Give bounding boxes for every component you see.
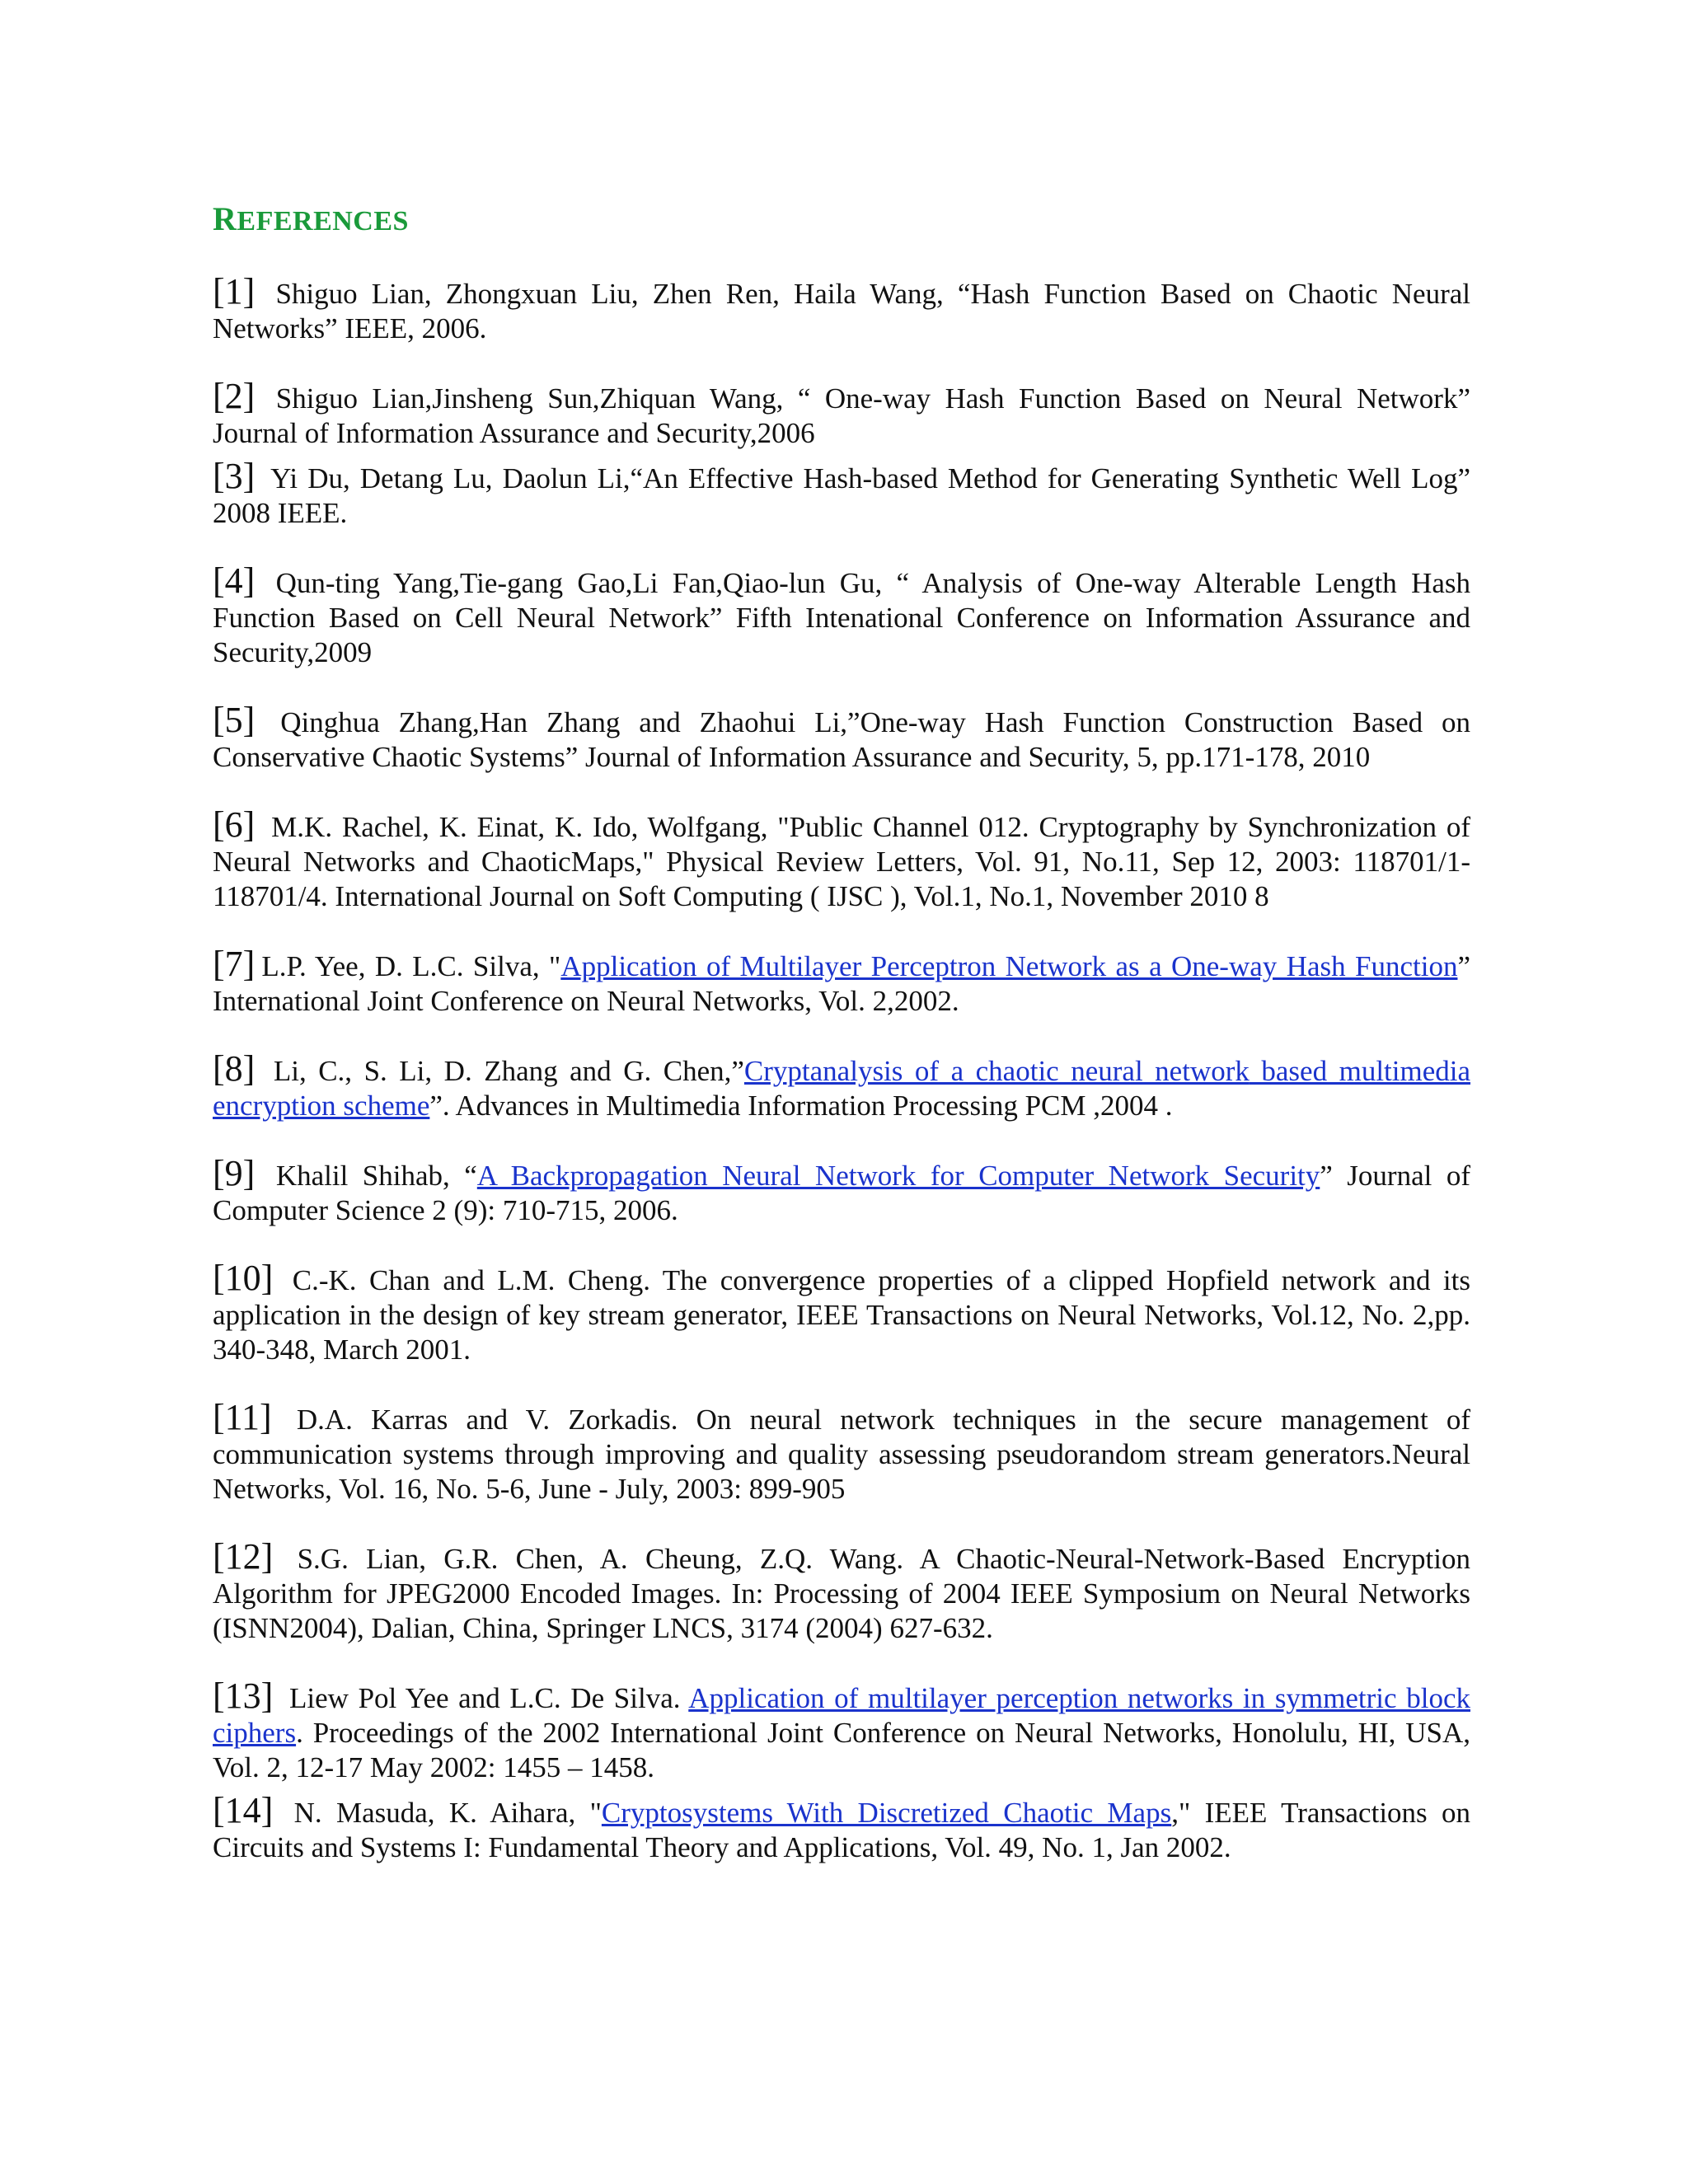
reference-link[interactable]: Cryptanalysis of a chaotic neural network bbox=[743, 1055, 1250, 1087]
document-page bbox=[213, 198, 1470, 1865]
reference-number: [8] bbox=[213, 1048, 256, 1089]
reference-number: [12] bbox=[213, 1536, 274, 1577]
reference-number: [3] bbox=[213, 456, 256, 496]
reference-link[interactable]: Application of Multilayer Perceptron Network as a One-way Hash Function bbox=[560, 950, 1458, 982]
reference-text: D.A. Karras and V. Zorkadis. On neural network techniques in the secure management of communication systems through improving and quality assessing pseudorandom stream generators.Neural Networks, Vol. 16, No. 5-6, June - July, 2003: 899-905 bbox=[213, 1404, 1471, 1505]
reference-text-pre: Liew Pol Yee and L.C. De Silva. bbox=[289, 1682, 689, 1714]
reference-text: C.-K. Chan and L.M. Cheng. The convergence properties of a clipped Hopfield network and its application in the design of key stream generator, IEEE Transactions on Neural Networks, Vol.12, No. 2,pp. 340-348, March 2001. bbox=[213, 1264, 1470, 1366]
reference-text: Qun-ting Yang,Tie-gang Gao,Li Fan,Qiao-lun Gu, “ Analysis of One-way Alterable Length Hash Function Based on Cell Neural Network” Fifth Intenational Conference on Information Assurance and Security,2009 bbox=[213, 567, 1471, 668]
heading-initial: R bbox=[213, 200, 237, 237]
reference-text-post: ” Journal of Computer Science 2 (9): 710-715, 2006. bbox=[213, 1160, 1470, 1226]
reference-2 bbox=[213, 376, 1471, 451]
reference-5 bbox=[213, 700, 1470, 775]
reference-text: M.K. Rachel, K. Einat, K. Ido, Wolfgang, "Public Channel 012. Cryptography by Synchronization of Neural Networks and ChaoticMaps," Physical Review Letters, Vol. 91, No.11, Sep 12, 2003: 118701/1-118701/4. International Journal on Soft Computing ( IJSC ), Vol.1, No.1, November 2010 8 bbox=[213, 811, 1470, 912]
reference-3 bbox=[213, 456, 1471, 531]
reference-text-post: ”. Advances in Multimedia Information Processing PCM ,2004 . bbox=[429, 1090, 1173, 1122]
reference-number: [10] bbox=[213, 1258, 274, 1298]
reference-9 bbox=[213, 1153, 1470, 1228]
reference-number: [7] bbox=[213, 944, 256, 984]
reference-14 bbox=[213, 1790, 1470, 1865]
reference-number: [9] bbox=[213, 1153, 256, 1193]
reference-number: [2] bbox=[213, 376, 256, 416]
reference-6 bbox=[213, 804, 1470, 914]
reference-number: [14] bbox=[213, 1790, 274, 1830]
reference-text: Yi Du, Detang Lu, Daolun Li,“An Effective Hash-based Method for Generating Synthetic Well Log” 2008 IEEE. bbox=[213, 462, 1471, 529]
reference-text: Shiguo Lian,Jinsheng Sun,Zhiquan Wang, “ One-way Hash Function Based on Neural Network” Journal of Information Assurance and Security,2006 bbox=[213, 382, 1471, 449]
reference-number: [4] bbox=[213, 560, 256, 601]
reference-number: [1] bbox=[213, 271, 256, 312]
reference-number: [11] bbox=[213, 1397, 272, 1437]
reference-text-post: ," IEEE Transactions on Circuits and Systems I: Fundamental Theory and Applications, Vol. 49, No. 1, Jan 2002. bbox=[213, 1797, 1470, 1863]
reference-text-pre: Khalil Shihab, “ bbox=[275, 1160, 477, 1192]
reference-1 bbox=[213, 271, 1471, 346]
reference-text-pre: L.P. Yee, D. L.C. Silva, " bbox=[261, 950, 561, 982]
reference-text-post: . Proceedings of the 2002 International Joint Conference on Neural Networks, Honolulu, HI, USA, Vol. 2, 12-17 May 2002: 1455 – 1458. bbox=[213, 1717, 1470, 1783]
reference-13 bbox=[213, 1675, 1470, 1785]
reference-text: Shiguo Lian, Zhongxuan Liu, Zhen Ren, Haila Wang, “Hash Function Based on Chaotic Neural Networks” IEEE, 2006. bbox=[213, 278, 1471, 344]
reference-link-continued[interactable]: based multimedia encryption scheme bbox=[213, 1055, 1471, 1122]
reference-7 bbox=[213, 944, 1470, 1019]
reference-8 bbox=[213, 1048, 1471, 1123]
reference-12 bbox=[213, 1536, 1470, 1646]
reference-link[interactable]: Application of multilayer perception networks in symmetric block ciphers bbox=[213, 1682, 1470, 1749]
reference-link[interactable]: Cryptosystems With Discretized Chaotic Maps bbox=[601, 1797, 1172, 1829]
reference-number: [13] bbox=[213, 1675, 274, 1716]
reference-11 bbox=[213, 1397, 1471, 1507]
reference-link[interactable]: A Backpropagation Neural Network for Computer Network Security bbox=[476, 1160, 1320, 1192]
reference-text: Qinghua Zhang,Han Zhang and Zhaohui Li,”One-way Hash Function Construction Based on Conservative Chaotic Systems” Journal of Information Assurance and Security, 5, pp.171-178, 2010 bbox=[213, 706, 1470, 773]
reference-text: S.G. Lian, G.R. Chen, A. Cheung, Z.Q. Wang. A Chaotic-Neural-Network-Based Encryption Algorithm for JPEG2000 Encoded Images. In: Processing of 2004 IEEE Symposium on Neural Networks (ISNN2004), Dalian, China, Springer LNCS, 3174 (2004) 627-632. bbox=[213, 1543, 1470, 1644]
reference-4 bbox=[213, 560, 1471, 670]
reference-10 bbox=[213, 1258, 1470, 1367]
reference-text-post: ” International Joint Conference on Neural Networks, Vol. 2,2002. bbox=[213, 950, 1470, 1017]
reference-text-pre: Li, C., S. Li, D. Zhang and G. Chen,” bbox=[273, 1055, 744, 1087]
heading-rest: EFERENCES bbox=[237, 206, 409, 237]
reference-number: [5] bbox=[213, 700, 256, 740]
references-heading bbox=[213, 198, 1470, 243]
reference-text-pre: N. Masuda, K. Aihara, " bbox=[293, 1797, 602, 1829]
reference-number: [6] bbox=[213, 804, 256, 845]
